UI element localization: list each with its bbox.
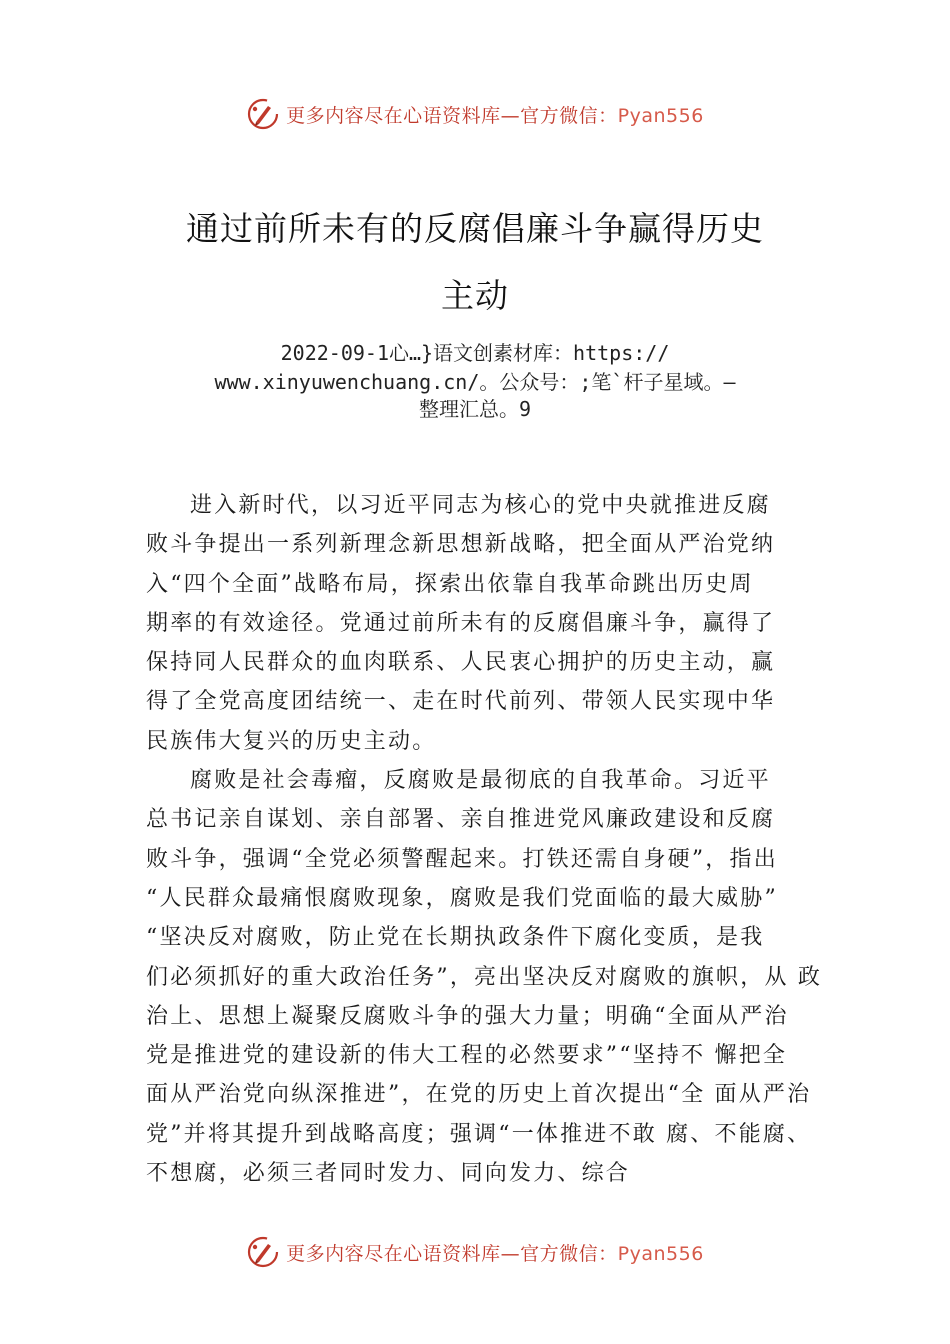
paragraph-line: “人民群众最痛恨腐败现象，腐败是我们党面临的最大威胁”: [146, 885, 778, 911]
paragraph-line: 们必须抓好的重大政治任务”，亮出坚决反对腐败的旗帜，从 政: [146, 964, 823, 990]
pen-logo-icon: [246, 97, 280, 131]
wechat-id: Pyan556: [617, 1242, 704, 1265]
paragraph-line: 保持同人民群众的血肉联系、人民衷心拥护的历史主动，赢: [146, 650, 776, 676]
paragraph-line: 败斗争，强调“全党必须警醒起来。打铁还需自身硬”，指出: [146, 846, 778, 872]
watermark-banner-bottom: [0, 1232, 950, 1272]
paragraph-line: 治上、思想上凝聚反腐败斗争的强大力量；明确“全面从严治: [146, 1003, 789, 1029]
pen-logo-icon: [246, 1235, 280, 1269]
document-title-line-2: 主动: [441, 276, 509, 315]
paragraph-line: “坚决反对腐败，防止党在长期执政条件下腐化变质，是我: [146, 925, 765, 951]
paragraph-line: 进入新时代，以习近平同志为核心的党中央就推进反腐: [190, 493, 771, 518]
watermark-text: [286, 101, 704, 128]
paragraph-line: 不想腐，必须三者同时发力、同向发力、综合: [146, 1161, 631, 1187]
source-meta-line-2: www.xinyuwenchuang.cn/。公众号：;笔`杆子星域。—: [214, 370, 736, 394]
paragraph-line: 败斗争提出一系列新理念新思想新战略，把全面从严治党纳: [146, 532, 776, 558]
paragraph-line: 腐败是社会毒瘤，反腐败是最彻底的自我革命。习近平: [190, 768, 771, 794]
watermark-label: 更多内容尽在心语资料库—官方微信：: [286, 1242, 618, 1265]
wechat-id: Pyan556: [617, 104, 704, 127]
document-title-line-1: 通过前所未有的反腐倡廉斗争赢得历史: [186, 209, 764, 248]
source-meta-line-3: 整理汇总。9: [418, 397, 532, 421]
paragraph-line: 民族伟大复兴的历史主动。: [146, 728, 437, 754]
watermark-banner-top: [0, 94, 950, 134]
watermark-label: 更多内容尽在心语资料库—官方微信：: [286, 104, 618, 127]
paragraph-line: 总书记亲自谋划、亲自部署、亲自推进党风廉政建设和反腐: [146, 807, 776, 833]
paragraph-line: 入“四个全面”战略布局，探索出依靠自我革命跳出历史周: [146, 571, 754, 597]
paragraph-line: 得了全党高度团结统一、走在时代前列、带领人民实现中华: [146, 689, 776, 715]
watermark-text: [286, 1239, 704, 1266]
paragraph-line: 党是推进党的建设新的伟大工程的必然要求”“坚持不 懈把全: [146, 1043, 788, 1069]
paragraph-line: 期率的有效途径。党通过前所未有的反腐倡廉斗争，赢得了: [146, 610, 776, 636]
article-body: [146, 486, 846, 1193]
paragraph-line: 面从严治党向纵深推进”，在党的历史上首次提出“全 面从严治: [146, 1082, 812, 1108]
source-meta-line-1: 2022-09-1心…}语文创素材库：https://: [280, 341, 670, 365]
paragraph-line: 党”并将其提升到战略高度；强调“一体推进不敢 腐、不能腐、: [146, 1121, 812, 1147]
